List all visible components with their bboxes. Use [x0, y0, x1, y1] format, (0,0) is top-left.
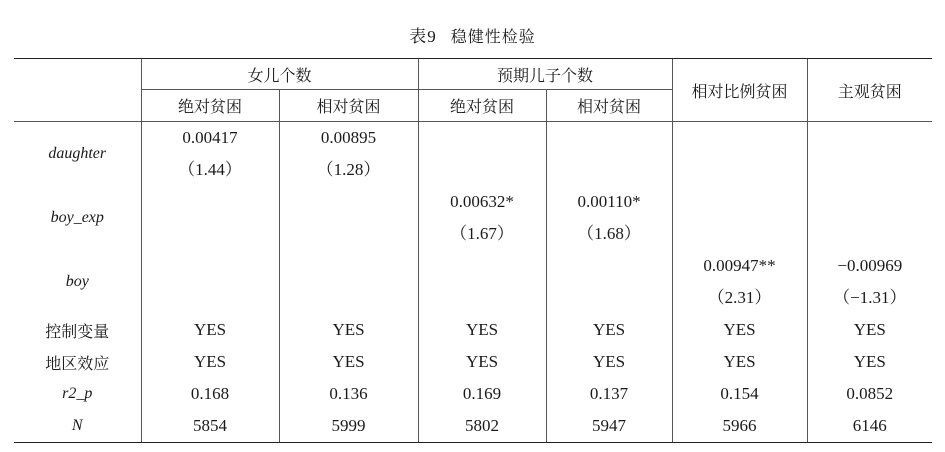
row-label-region: 地区效应	[45, 353, 110, 373]
tstat: （2.31）	[707, 288, 772, 307]
cell-n: 6146	[807, 410, 932, 442]
cell-empty	[141, 186, 279, 250]
cell-empty	[279, 250, 418, 314]
coef: 0.00947**	[703, 256, 776, 275]
tstat: （1.68）	[577, 224, 641, 243]
table-row	[14, 314, 932, 346]
tstat: （1.28）	[316, 160, 381, 179]
cell-empty	[418, 250, 546, 314]
cell-n: 5854	[141, 410, 279, 442]
cell-controls: YES	[418, 314, 546, 346]
cell-region: YES	[279, 346, 418, 378]
row-label-boy: boy	[65, 273, 89, 290]
cell-region: YES	[141, 346, 279, 378]
header-sub-absolute-1: 绝对贫困	[141, 90, 279, 122]
cell-r2: 0.137	[546, 378, 672, 410]
table-row	[14, 346, 932, 378]
coef: 0.00632*	[450, 192, 514, 211]
coef: 0.00417	[182, 128, 238, 147]
cell-empty	[279, 186, 418, 250]
cell-n: 5966	[672, 410, 807, 442]
table-row	[14, 122, 932, 187]
cell-region: YES	[672, 346, 807, 378]
tstat: （1.67）	[450, 224, 514, 243]
table-number: 表9	[409, 27, 437, 46]
robustness-table	[14, 58, 932, 443]
cell-empty	[807, 186, 932, 250]
coef: −0.00969	[837, 256, 903, 275]
table-row	[14, 186, 932, 250]
tstat: （1.44）	[178, 160, 242, 179]
table-row	[14, 250, 932, 314]
tstat: （−1.31）	[833, 288, 907, 307]
header-row-1	[14, 59, 932, 90]
cell-r2: 0.169	[418, 378, 546, 410]
header-sub-relative-2: 相对贫困	[546, 90, 672, 122]
cell-empty	[141, 250, 279, 314]
cell-region: YES	[418, 346, 546, 378]
row-label-controls: 控制变量	[45, 321, 110, 341]
cell-empty	[672, 186, 807, 250]
header-subjective: 主观贫困	[807, 59, 932, 122]
table-caption	[0, 22, 945, 47]
cell-daughter-c1	[141, 122, 279, 187]
cell-boy-exp-c4	[546, 186, 672, 250]
header-stub	[14, 59, 141, 122]
table-row	[14, 378, 932, 410]
header-sub-relative-1: 相对贫困	[279, 90, 418, 122]
coef: 0.00110*	[577, 192, 641, 211]
cell-empty	[807, 122, 932, 187]
row-label-boy-exp: boy_exp	[50, 209, 104, 226]
cell-empty	[546, 122, 672, 187]
cell-controls: YES	[141, 314, 279, 346]
cell-n: 5802	[418, 410, 546, 442]
cell-boy-c5	[672, 250, 807, 314]
cell-boy-exp-c3	[418, 186, 546, 250]
cell-empty	[672, 122, 807, 187]
coef: 0.00895	[320, 128, 377, 147]
row-label-daughter: daughter	[14, 122, 141, 187]
cell-r2: 0.0852	[807, 378, 932, 410]
table-title: 稳健性检验	[450, 27, 536, 46]
cell-controls: YES	[279, 314, 418, 346]
header-sub-absolute-2: 绝对贫困	[418, 90, 546, 122]
cell-controls: YES	[672, 314, 807, 346]
cell-n: 5947	[546, 410, 672, 442]
cell-n: 5999	[279, 410, 418, 442]
cell-region: YES	[546, 346, 672, 378]
row-label-r2: r2_p	[62, 385, 93, 402]
table-row	[14, 410, 932, 442]
cell-controls: YES	[546, 314, 672, 346]
header-boy-exp-group: 预期儿子个数	[418, 59, 672, 90]
cell-r2: 0.136	[279, 378, 418, 410]
header-relative-ratio: 相对比例贫困	[672, 59, 807, 122]
cell-boy-c6	[807, 250, 932, 314]
cell-r2: 0.168	[141, 378, 279, 410]
cell-controls: YES	[807, 314, 932, 346]
cell-empty	[546, 250, 672, 314]
cell-daughter-c2	[279, 122, 418, 187]
cell-region: YES	[807, 346, 932, 378]
header-daughter-group: 女儿个数	[141, 59, 418, 90]
row-label-n: N	[14, 410, 141, 442]
cell-r2: 0.154	[672, 378, 807, 410]
cell-empty	[418, 122, 546, 187]
